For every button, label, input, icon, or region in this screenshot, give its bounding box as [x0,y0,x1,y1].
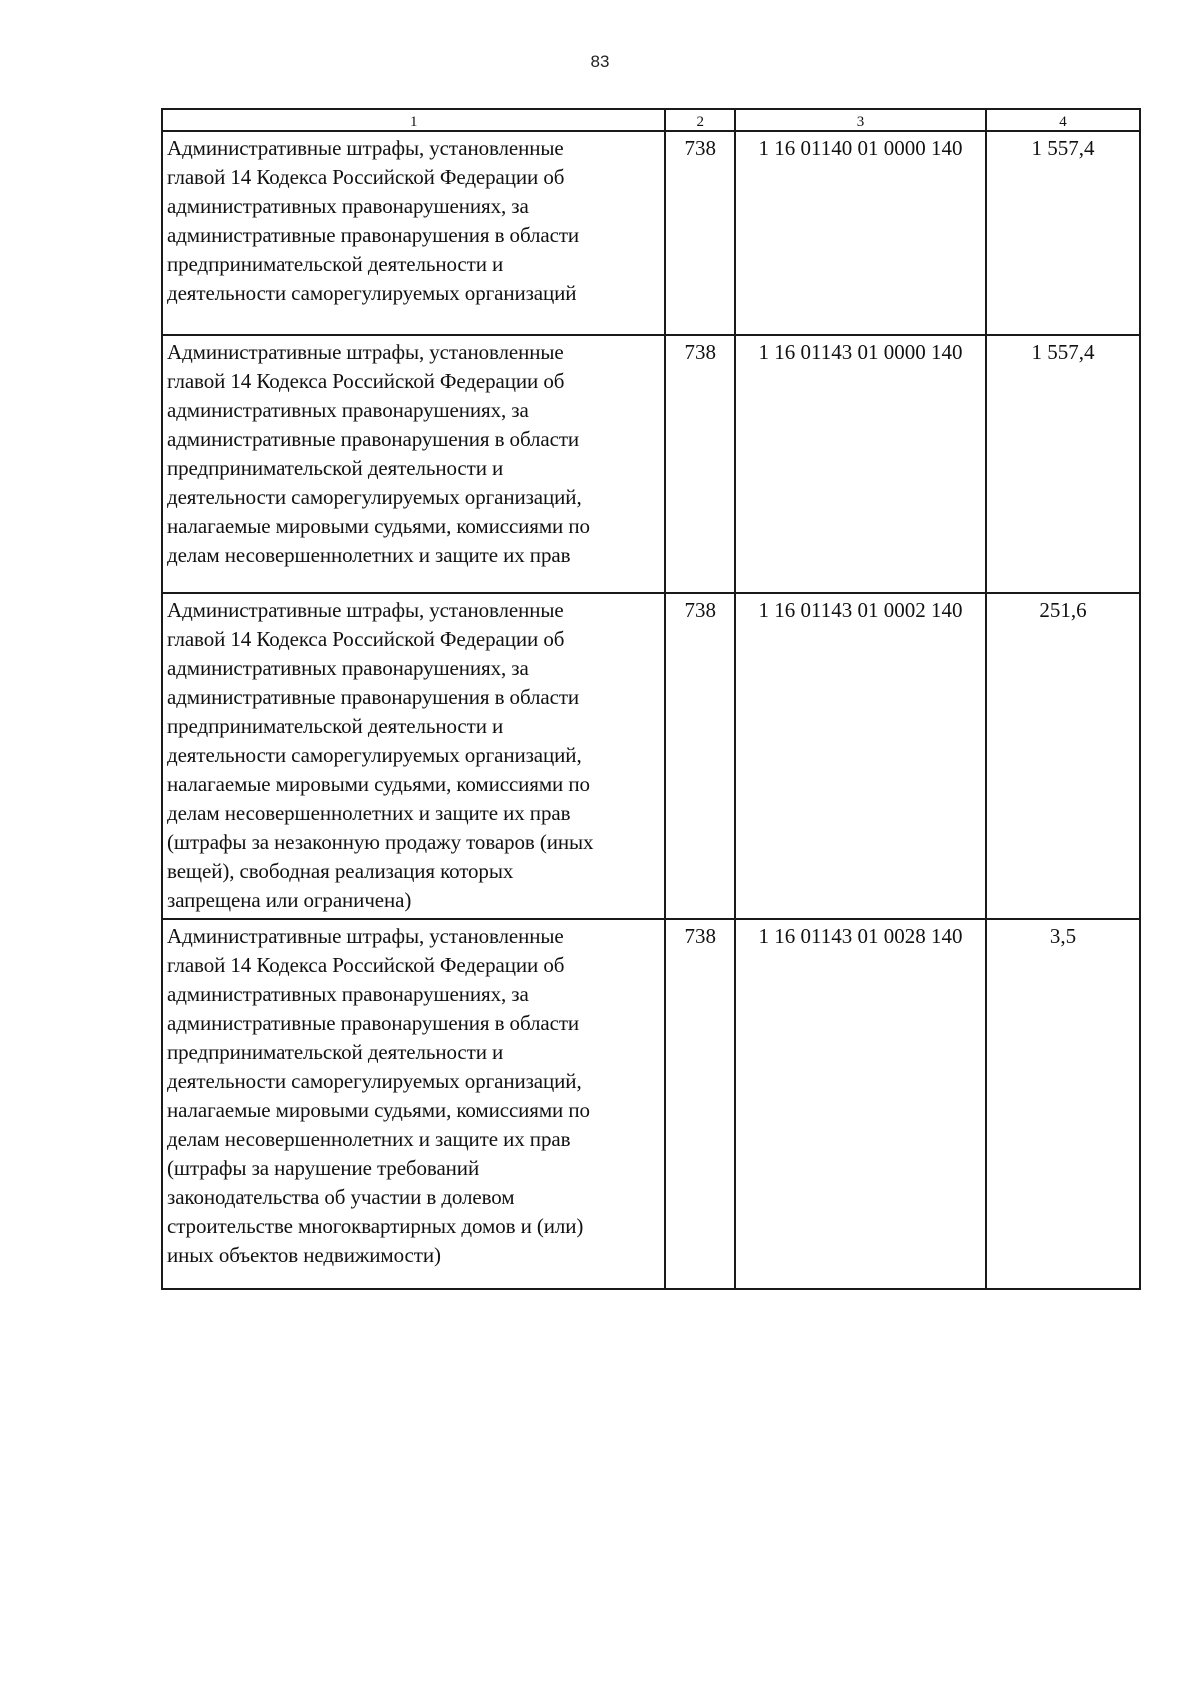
row-description-text: Административные штрафы, установленные главой 14 Кодекса Российской Федерации об административных правонарушениях, за административные правонарушения в области предпринимательской деятельности и деятельности саморегулируемых организаций [167,136,580,305]
table-row [162,919,1140,1289]
row-description [162,919,665,1289]
table-row [162,593,1140,919]
row-amount: 1 557,4 [986,131,1140,335]
table-row [162,335,1140,593]
row-budget-code: 1 16 01140 01 0000 140 [735,131,986,335]
table-header-row [162,109,1140,131]
row-admin-code: 738 [665,131,735,335]
row-admin-code: 738 [665,335,735,593]
page-number: 83 [590,52,610,71]
row-amount: 251,6 [986,593,1140,919]
row-description [162,131,665,335]
header-col-1: 1 [162,109,665,131]
row-description-text: Административные штрафы, установленные главой 14 Кодекса Российской Федерации об административных правонарушениях, за административные правонарушения в области предпринимательской деятельности и деятельности саморегулируемых организаций, налагаемые мировыми судьями, комиссиями по делам несовершеннолетних и защите их прав [167,340,590,567]
row-amount: 3,5 [986,919,1140,1289]
revenue-table [161,108,1141,1290]
table-row [162,131,1140,335]
row-admin-code: 738 [665,919,735,1289]
header-col-2: 2 [665,109,735,131]
row-amount: 1 557,4 [986,335,1140,593]
row-budget-code: 1 16 01143 01 0002 140 [735,593,986,919]
row-description [162,335,665,593]
row-description [162,593,665,919]
header-col-3: 3 [735,109,986,131]
row-description-text: Административные штрафы, установленные главой 14 Кодекса Российской Федерации об административных правонарушениях, за административные правонарушения в области предпринимательской деятельности и деятельности саморегулируемых организаций, налагаемые мировыми судьями, комиссиями по делам несовершеннолетних и защите их прав (штрафы за незаконную продажу товаров (иных вещей), свободная реализация которых запрещена или ограничена) [167,598,594,912]
row-admin-code: 738 [665,593,735,919]
header-col-4: 4 [986,109,1140,131]
row-description-text: Административные штрафы, установленные главой 14 Кодекса Российской Федерации об административных правонарушениях, за административные правонарушения в области предпринимательской деятельности и деятельности саморегулируемых организаций, налагаемые мировыми судьями, комиссиями по делам несовершеннолетних и защите их прав (штрафы за нарушение требований законодательства об участии в долевом строительстве многоквартирных домов и (или) иных объектов недвижимости) [167,924,590,1267]
row-budget-code: 1 16 01143 01 0000 140 [735,335,986,593]
row-budget-code: 1 16 01143 01 0028 140 [735,919,986,1289]
